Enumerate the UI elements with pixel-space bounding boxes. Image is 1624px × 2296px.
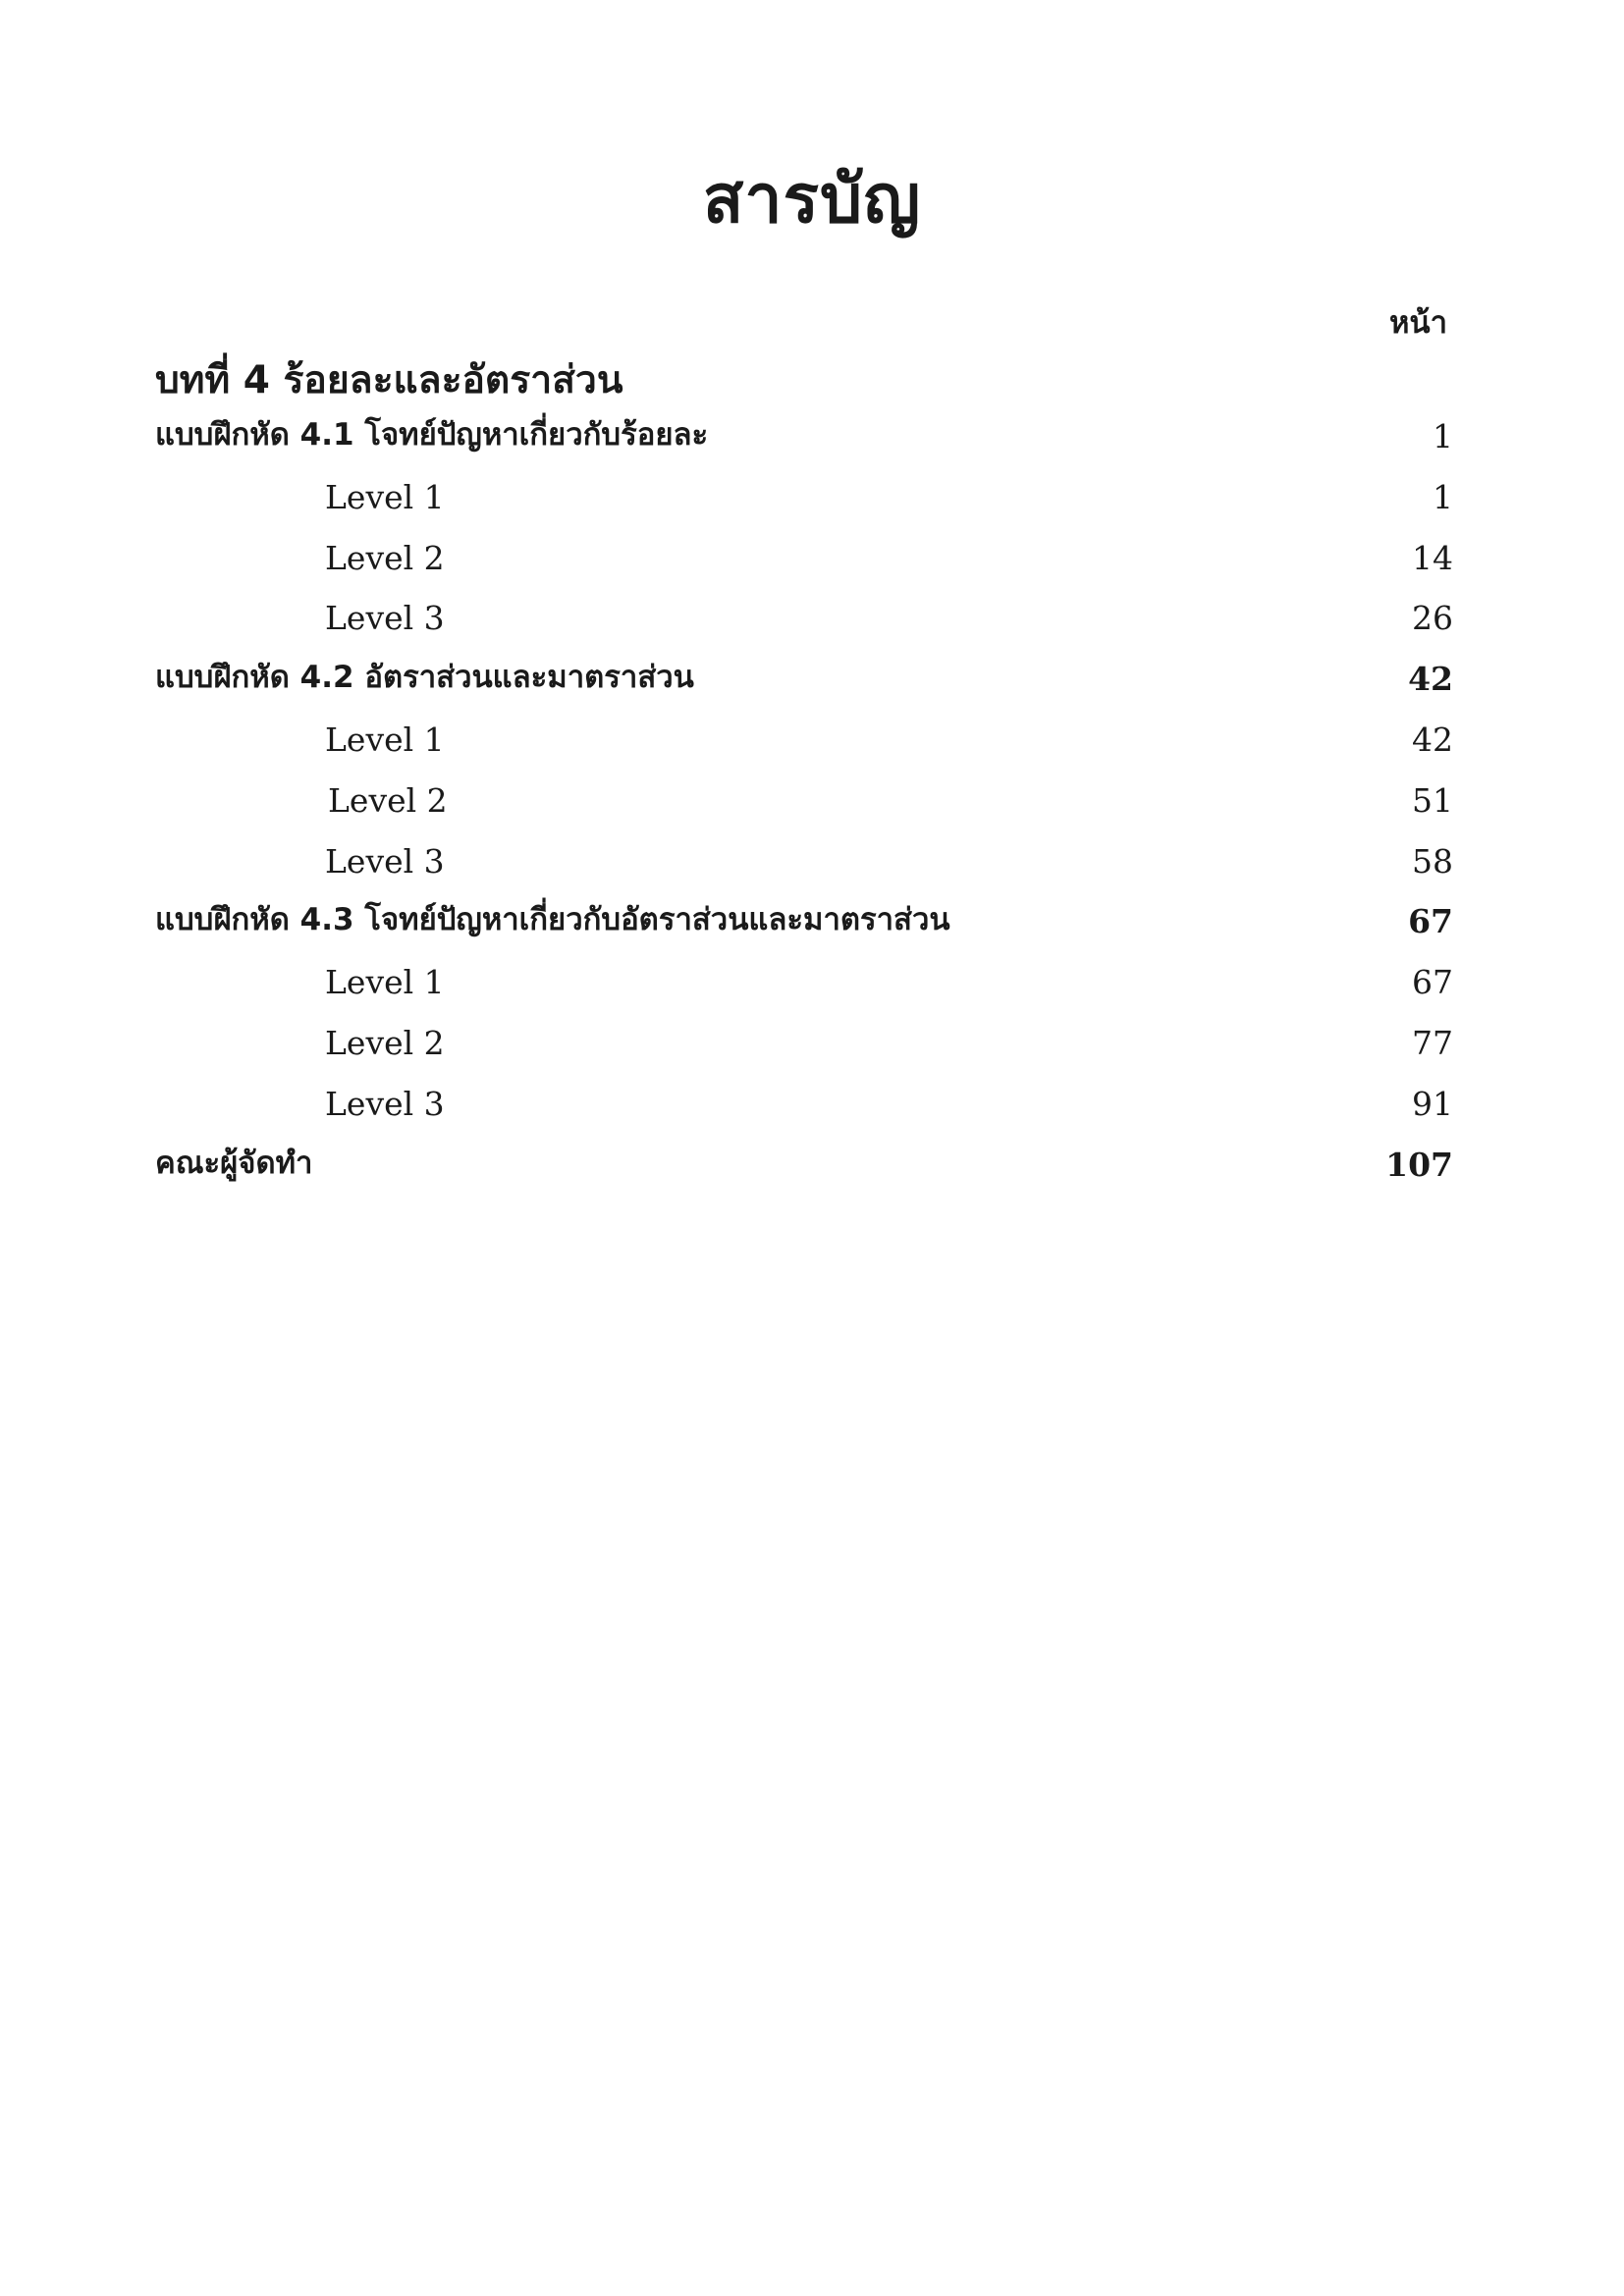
toc-entry-label: Level 3 bbox=[325, 599, 445, 638]
toc-entry-level[interactable] bbox=[155, 841, 1453, 906]
toc-entry-level[interactable] bbox=[155, 1084, 1453, 1148]
page-title: สารบัญ bbox=[702, 161, 922, 239]
toc-entry-level[interactable] bbox=[155, 599, 1453, 663]
toc-entry-level[interactable] bbox=[155, 720, 1453, 784]
toc-entry-page: 58 bbox=[1412, 841, 1453, 881]
toc-entry-page: 14 bbox=[1412, 538, 1453, 577]
toc-entry-page: 91 bbox=[1412, 1084, 1453, 1123]
toc-entry-label: Level 2 bbox=[328, 780, 448, 820]
toc-entry-label: Level 3 bbox=[325, 841, 445, 881]
toc-entry-label: Level 3 bbox=[325, 1084, 445, 1123]
chapter-heading: บทที่ 4 ร้อยละและอัตราส่วน bbox=[155, 358, 623, 402]
toc-entry-exercise-4-2[interactable] bbox=[155, 660, 1453, 723]
table-of-contents bbox=[155, 417, 1453, 1208]
toc-entry-label: Level 2 bbox=[325, 1023, 445, 1062]
toc-entry-page: 77 bbox=[1412, 1023, 1453, 1062]
toc-entry-level[interactable] bbox=[155, 963, 1453, 1027]
toc-entry-label: คณะผู้จัดทำ bbox=[155, 1145, 313, 1181]
toc-entry-page: 1 bbox=[1433, 477, 1453, 516]
toc-entry-exercise-4-1[interactable] bbox=[155, 417, 1453, 481]
toc-entry-level[interactable] bbox=[155, 538, 1453, 603]
toc-entry-label: Level 1 bbox=[325, 963, 445, 1002]
toc-entry-credits[interactable] bbox=[155, 1145, 1453, 1209]
toc-entry-exercise-4-3[interactable] bbox=[155, 902, 1453, 966]
toc-entry-page: 67 bbox=[1408, 902, 1453, 941]
toc-entry-label: แบบฝึกหัด 4.3 โจทย์ปัญหาเกี่ยวกับอัตราส่วนและมาตราส่วน bbox=[155, 902, 950, 938]
toc-entry-page: 107 bbox=[1385, 1145, 1453, 1184]
toc-entry-page: 26 bbox=[1412, 599, 1453, 638]
toc-entry-level[interactable] bbox=[155, 780, 1453, 845]
toc-entry-page: 1 bbox=[1433, 417, 1453, 455]
toc-entry-level[interactable] bbox=[155, 477, 1453, 542]
toc-entry-page: 42 bbox=[1412, 720, 1453, 759]
toc-entry-label: Level 1 bbox=[325, 720, 445, 759]
toc-entry-level[interactable] bbox=[155, 1023, 1453, 1088]
toc-entry-label: Level 1 bbox=[325, 477, 445, 516]
toc-entry-label: Level 2 bbox=[325, 538, 445, 577]
toc-entry-label: แบบฝึกหัด 4.2 อัตราส่วนและมาตราส่วน bbox=[155, 660, 694, 696]
toc-entry-page: 51 bbox=[1412, 780, 1453, 820]
page-number-column-header: หน้า bbox=[1388, 305, 1447, 341]
toc-entry-label: แบบฝึกหัด 4.1 โจทย์ปัญหาเกี่ยวกับร้อยละ bbox=[155, 417, 709, 453]
toc-entry-page: 42 bbox=[1408, 660, 1453, 699]
toc-entry-page: 67 bbox=[1412, 963, 1453, 1002]
